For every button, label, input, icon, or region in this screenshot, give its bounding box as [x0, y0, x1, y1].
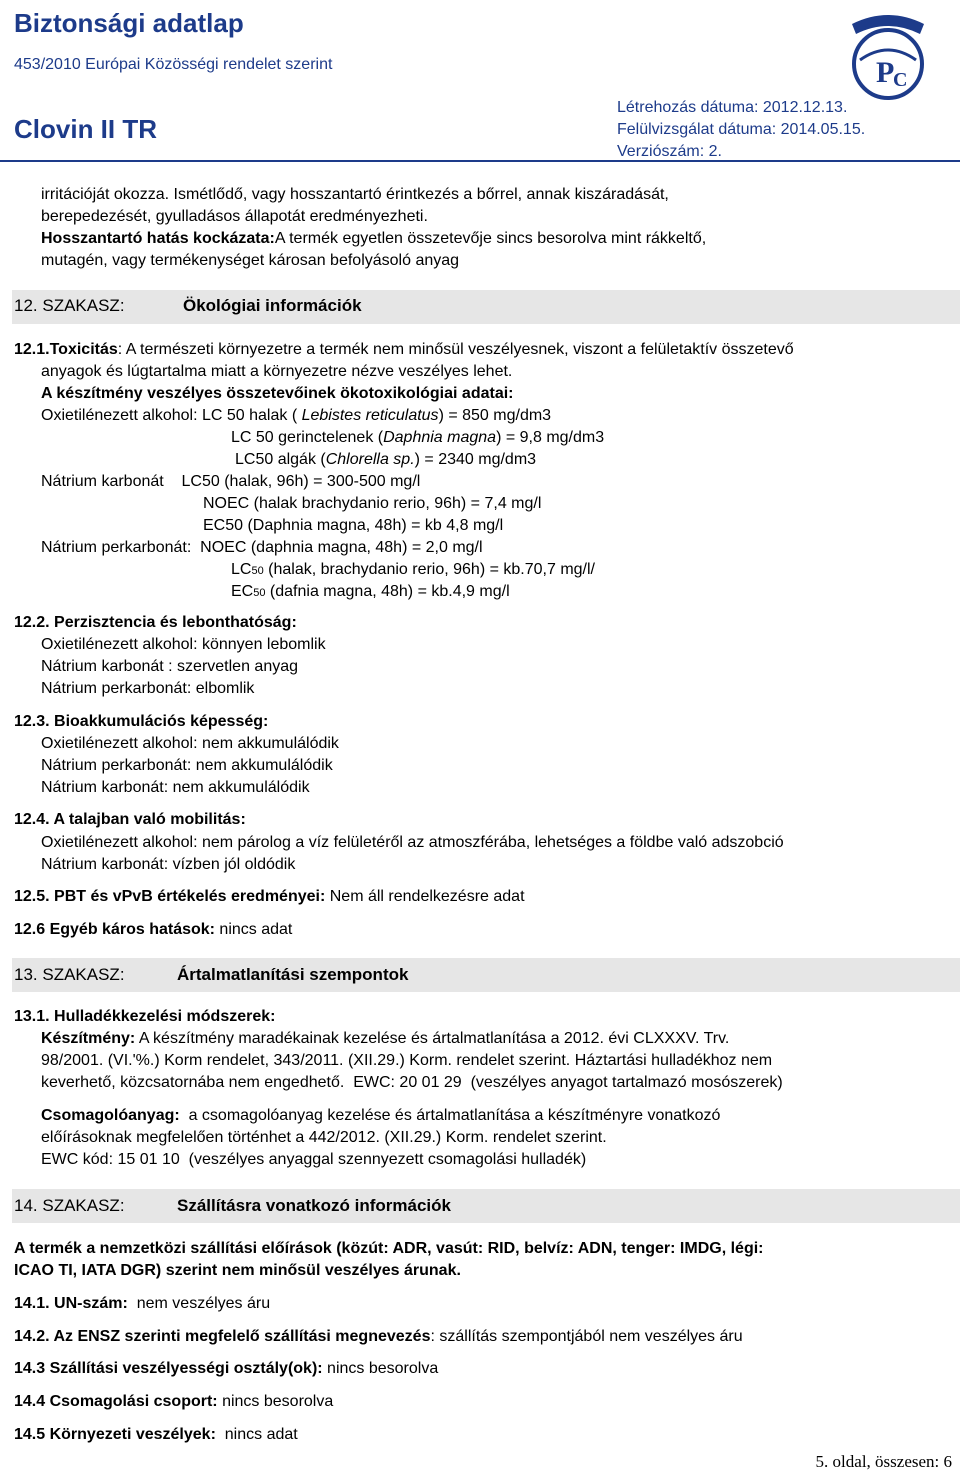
- subsection-14-1: [14, 1295, 270, 1313]
- ecotox-row: NOEC (halak brachydanio rerio, 96h) = 7,4 mg/l: [203, 495, 542, 512]
- waste-line: 98/2001. (VI.'%.) Korm rendelet, 343/2011. (XII.29.) Korm. rendelet szerint. Háztartási hulladékhoz nem: [41, 1052, 773, 1069]
- subsection-14-3: [14, 1360, 438, 1378]
- section-13-bar: [12, 958, 960, 992]
- ecotox-row: Nátrium karbonát LC50 (halak, 96h) = 300-500 mg/l: [41, 473, 421, 490]
- subsection-12-6: [14, 921, 292, 939]
- list-item: Oxietilénezett alkohol: nem akkumulálódik: [41, 735, 339, 752]
- section-13-number: 13. SZAKASZ:: [14, 965, 125, 984]
- list-item: Oxietilénezett alkohol: nem párolog a víz felületéről az atmoszférába, lehetséges a földbe való adszobció: [41, 834, 784, 851]
- header-divider: [0, 160, 960, 162]
- subsection-12-3-title: 12.3. Bioakkumulációs képesség:: [14, 713, 269, 730]
- subsection-text: nem veszélyes áru: [127, 1295, 271, 1312]
- ecotox-row: [231, 429, 604, 447]
- subsection-text: nincs adat: [214, 921, 293, 938]
- logo-text: PENTA CLEAN: [846, 4, 936, 18]
- penta-clean-logo: [838, 2, 938, 102]
- ecotox-value: ) = 2340 mg/dm3: [414, 451, 537, 468]
- ecotox-subscript: 50: [253, 587, 266, 599]
- subsection-label: 14.4 Csomagolási csoport:: [14, 1393, 218, 1410]
- subsection-label: 12.5. PBT és vPvB értékelés eredményei:: [14, 888, 326, 905]
- list-item: Nátrium perkarbonát: elbomlik: [41, 680, 255, 697]
- subsection-12-2-title: 12.2. Perzisztencia és lebonthatóság:: [14, 614, 297, 631]
- ecotox-text: EC: [231, 583, 254, 600]
- list-item: Nátrium perkarbonát: nem akkumulálódik: [41, 757, 333, 774]
- product-name: Clovin II TR: [14, 114, 157, 144]
- toxicity-line: [14, 341, 794, 359]
- ecotox-row: [235, 451, 536, 469]
- waste-line: keverhető, közcsatornába nem engedhető. EWC: 20 01 29 (veszélyes anyagot tartalmazó mosószerek): [41, 1074, 783, 1091]
- species-name: Chlorella sp.: [325, 451, 415, 468]
- packaging-line: [41, 1107, 720, 1125]
- subsection-14-4: [14, 1393, 333, 1411]
- ecotox-text: LC50 algák (: [235, 451, 326, 468]
- section-12-bar: [12, 290, 960, 324]
- transport-intro: A termék a nemzetközi szállítási előírások (közút: ADR, vasút: RID, belvíz: ADN, tenger: IMDG, légi:: [14, 1240, 764, 1257]
- ecotox-row: [41, 407, 551, 425]
- subsection-text: : szállítás szempontjából nem veszélyes áru: [430, 1328, 743, 1345]
- subsection-text: nincs besorolva: [217, 1393, 334, 1410]
- toxicity-text: : A természeti környezetre a termék nem minősül veszélyesnek, viszont a felületaktív összetevő: [117, 341, 794, 358]
- ecotox-text: LC 50 gerinctelenek (: [231, 429, 384, 446]
- version-number: Verziószám: 2.: [617, 143, 722, 160]
- section-12-number: 12. SZAKASZ:: [14, 296, 125, 315]
- page-number: 5. oldal, összesen: 6: [815, 1452, 952, 1471]
- toxicity-label: 12.1.Toxicitás: [14, 341, 118, 358]
- subsection-text: Nem áll rendelkezésre adat: [325, 888, 525, 905]
- species-name: Daphnia magna: [383, 429, 497, 446]
- ecotox-subscript: 50: [251, 565, 264, 577]
- ecotox-value: ) = 9,8 mg/dm3: [496, 429, 605, 446]
- section-12-title: Ökológiai információk: [183, 296, 362, 315]
- risk-label: Hosszantartó hatás kockázata:: [41, 230, 275, 247]
- intro-line: [41, 230, 706, 248]
- list-item: Nátrium karbonát: nem akkumulálódik: [41, 779, 310, 796]
- list-item: Oxietilénezett alkohol: könnyen lebomlik: [41, 636, 326, 653]
- ecotox-text: LC: [231, 561, 252, 578]
- ecotox-row: [231, 583, 510, 601]
- list-item: Nátrium karbonát : szervetlen anyag: [41, 658, 299, 675]
- subsection-text: nincs adat: [215, 1426, 298, 1443]
- ecotox-row: EC50 (Daphnia magna, 48h) = kb 4,8 mg/l: [203, 517, 504, 534]
- waste-line: [41, 1030, 729, 1048]
- section-14-title: Szállításra vonatkozó információk: [177, 1196, 451, 1215]
- list-item: Nátrium karbonát: vízben jól oldódik: [41, 856, 296, 873]
- intro-line: berepedezését, gyulladásos állapotát eredményezheti.: [41, 208, 428, 225]
- ecotox-row: Nátrium perkarbonát: NOEC (daphnia magna, 48h) = 2,0 mg/l: [41, 539, 483, 556]
- subsection-label: 14.1. UN-szám:: [14, 1295, 128, 1312]
- revised-date: Felülvizsgálat dátuma: 2014.05.15.: [617, 121, 866, 138]
- ecotox-row: [231, 561, 595, 579]
- svg-text:P: P: [876, 56, 895, 89]
- ecotox-value: (halak, brachydanio rerio, 96h) = kb.70,7 mg/l/: [263, 561, 595, 578]
- intro-line: mutagén, vagy termékenységet károsan befolyásoló anyag: [41, 252, 460, 269]
- subsection-label: 14.2. Az ENSZ szerinti megfelelő szállítási megnevezés: [14, 1328, 431, 1345]
- subsection-12-5: [14, 888, 525, 906]
- document-title: Biztonsági adatlap: [14, 8, 244, 38]
- subsection-14-5: [14, 1426, 298, 1444]
- ecotox-heading: A készítmény veszélyes összetevőinek ökotoxikológiai adatai:: [41, 385, 514, 402]
- subsection-14-2: [14, 1328, 743, 1346]
- subsection-text: nincs besorolva: [322, 1360, 439, 1377]
- section-13-title: Ártalmatlanítási szempontok: [177, 965, 409, 984]
- transport-intro: ICAO TI, IATA DGR) szerint nem minősül veszélyes árunak.: [14, 1262, 461, 1279]
- section-14-number: 14. SZAKASZ:: [14, 1196, 125, 1215]
- packaging-line: EWC kód: 15 01 10 (veszélyes anyaggal szennyezett csomagolási hulladék): [41, 1151, 587, 1168]
- subsection-label: 12.6 Egyéb káros hatások:: [14, 921, 215, 938]
- intro-line: irritációját okozza. Ismétlődő, vagy hosszantartó érintkezés a bőrrel, annak kiszáradását,: [41, 186, 669, 203]
- subsection-label: 14.3 Szállítási veszélyességi osztály(ok):: [14, 1360, 323, 1377]
- subsection-13-1-title: 13.1. Hulladékkezelési módszerek:: [14, 1008, 276, 1025]
- toxicity-line: anyagok és lúgtartalma miatt a környezetre nézve veszélyes lehet.: [41, 363, 513, 380]
- waste-text: A készítmény maradékainak kezelése és ártalmatlanítása a 2012. évi CLXXXV. Trv.: [135, 1030, 730, 1047]
- regulation-subtitle: 453/2010 Európai Közösségi rendelet szerint: [14, 56, 333, 73]
- packaging-line: előírásoknak megfelelően történhet a 442/2012. (XII.29.) Korm. rendelet szerint.: [41, 1129, 607, 1146]
- section-14-bar: [12, 1189, 960, 1223]
- ecotox-value: (dafnia magna, 48h) = kb.4,9 mg/l: [265, 583, 510, 600]
- packaging-text: a csomagolóanyag kezelése és ártalmatlanítása a készítményre vonatkozó: [179, 1107, 721, 1124]
- risk-text: A termék egyetlen összetevője sincs besorolva mint rákkeltő,: [274, 230, 707, 247]
- created-date: Létrehozás dátuma: 2012.12.13.: [617, 99, 848, 116]
- packaging-label: Csomagolóanyag:: [41, 1107, 180, 1124]
- subsection-label: 14.5 Környezeti veszélyek:: [14, 1426, 216, 1443]
- species-name: Lebistes reticulatus: [301, 407, 439, 424]
- ecotox-value: ) = 850 mg/dm3: [438, 407, 552, 424]
- ecotox-text: Oxietilénezett alkohol: LC 50 halak (: [41, 407, 302, 424]
- preparation-label: Készítmény:: [41, 1030, 136, 1047]
- svg-text:C: C: [893, 69, 908, 91]
- subsection-12-4-title: 12.4. A talajban való mobilitás:: [14, 811, 246, 828]
